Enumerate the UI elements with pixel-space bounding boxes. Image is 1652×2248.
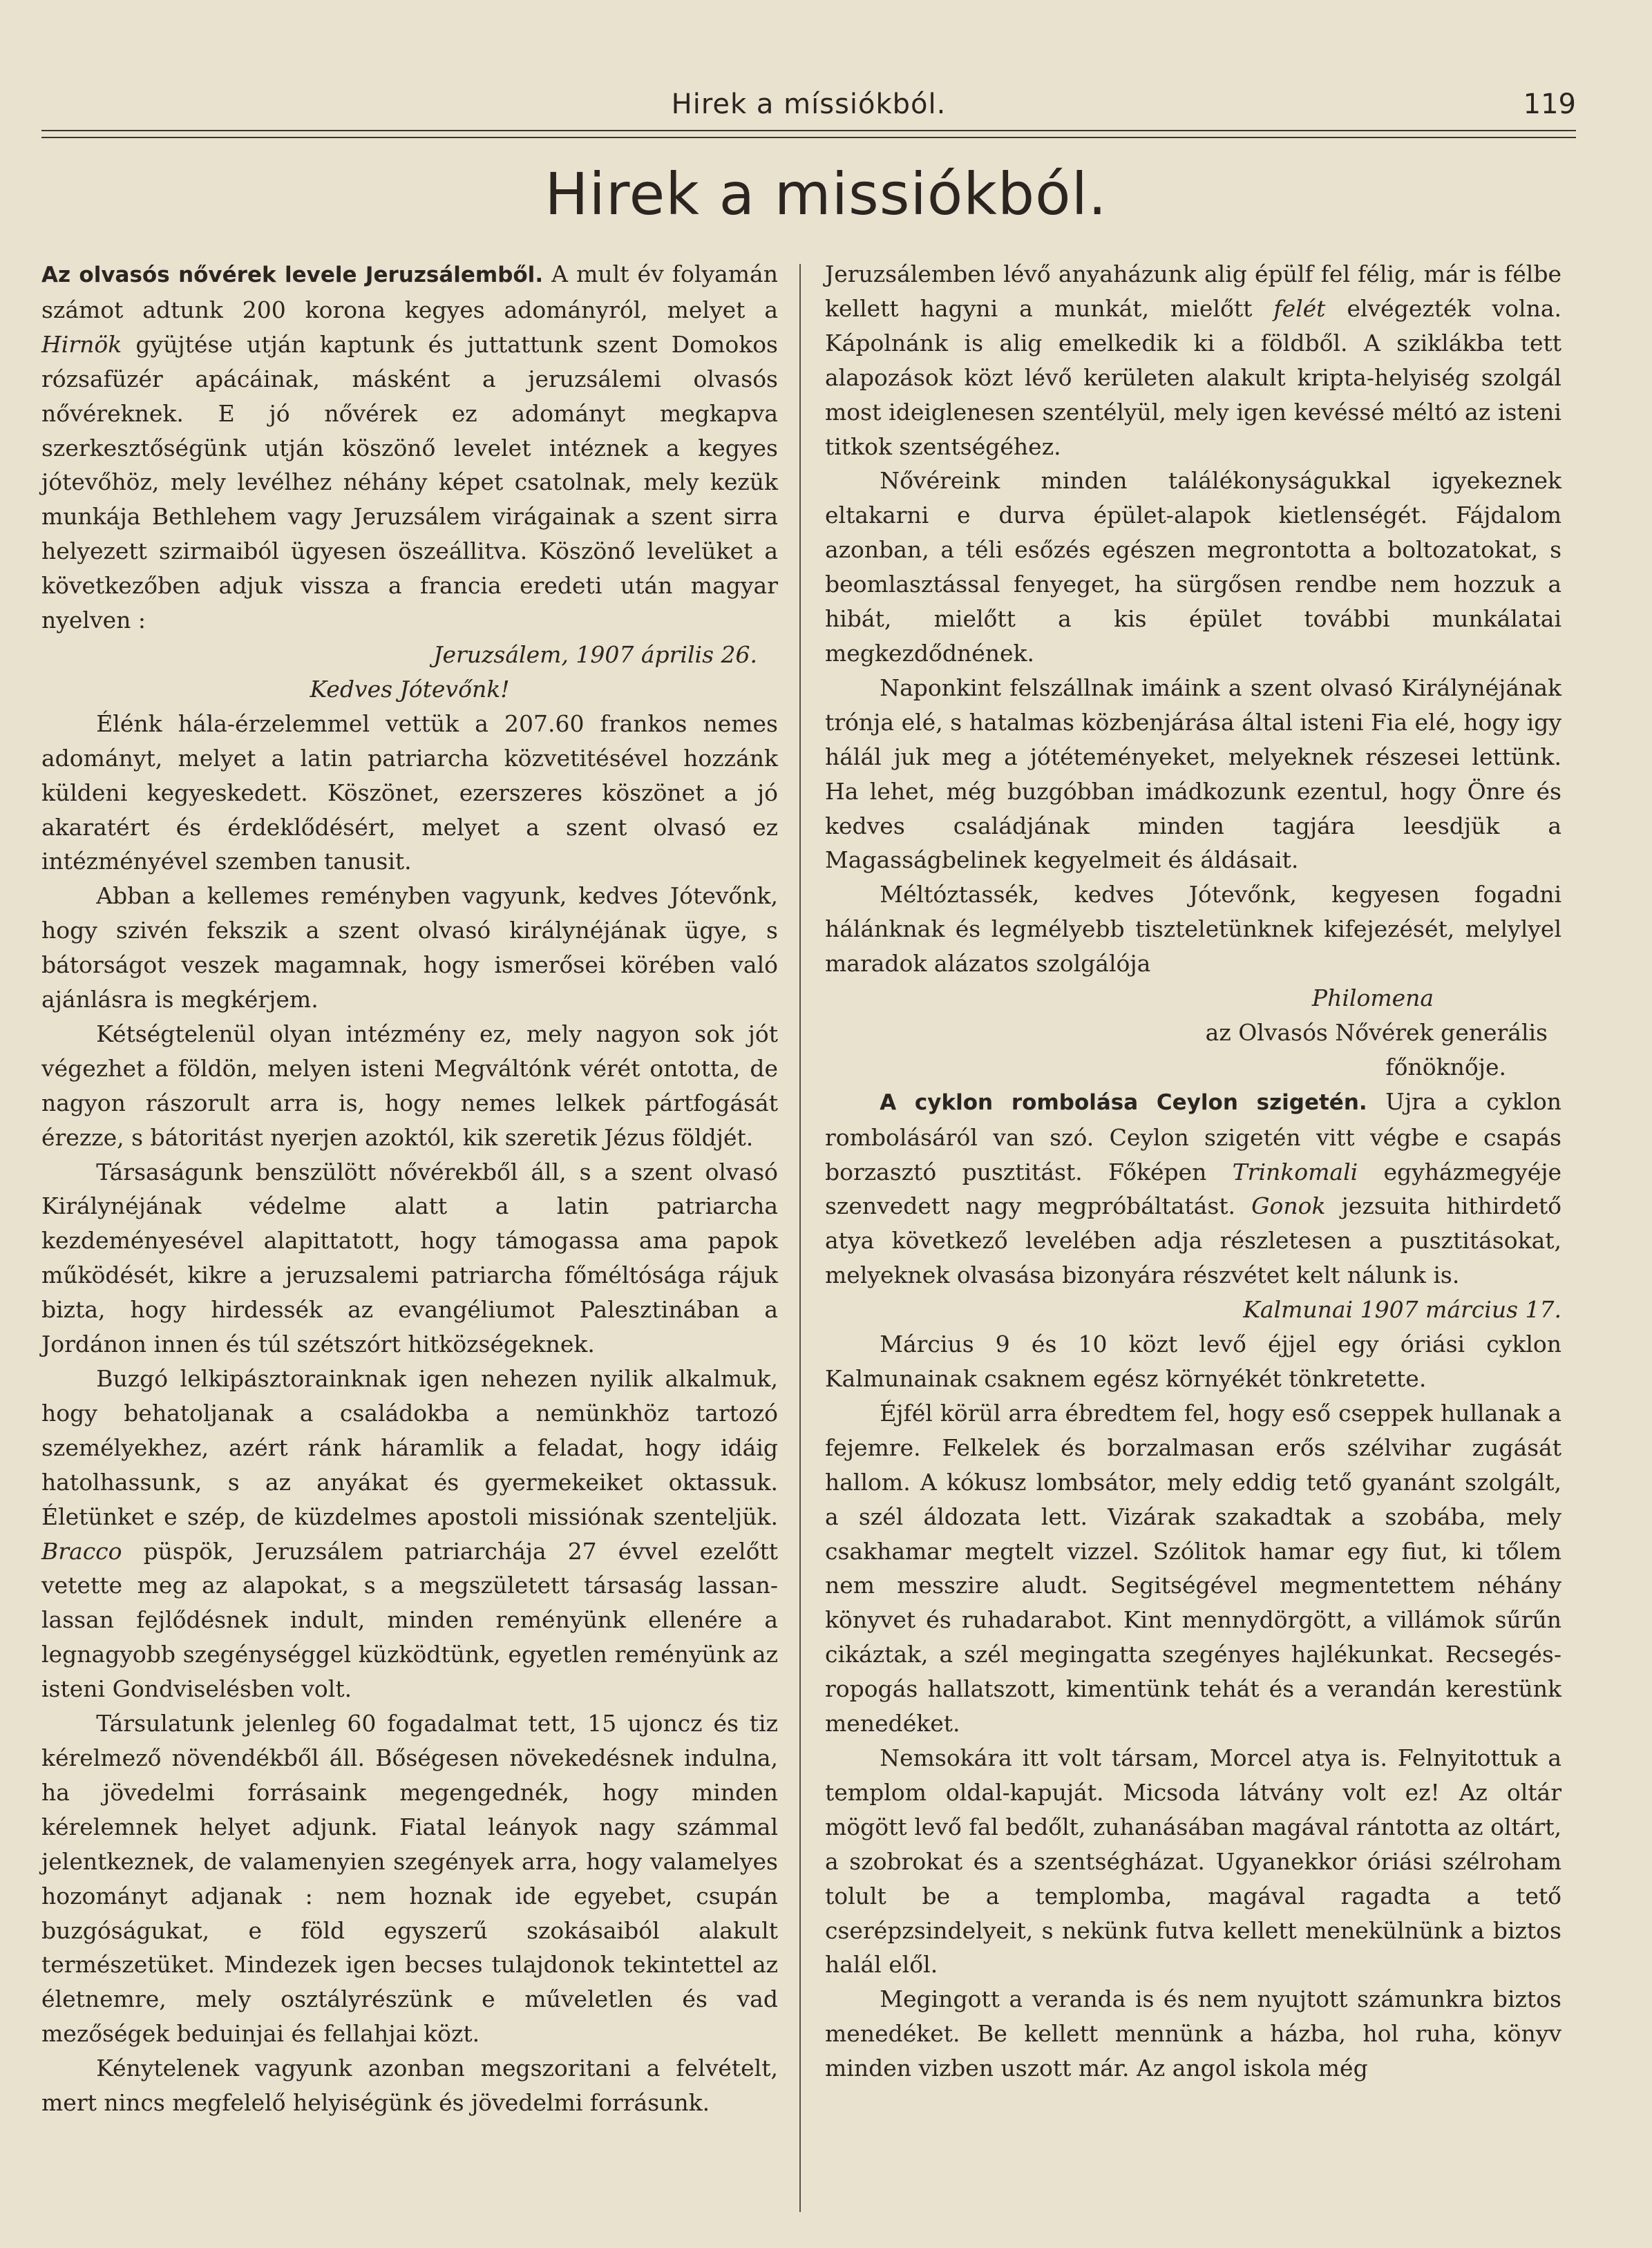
letter-dateline: Kalmunai 1907 március 17. (1243, 1296, 1561, 1324)
column-divider (799, 264, 801, 2212)
letter-paragraph: Élénk hála-érzelemmel vettük a 207.60 frankos nemes adományt, melyet a latin patriarcha közvetitésével hozzánk küldeni kegyeskedett. Köszönet, ezerszeres köszönet a jó akaratért és érdeklődésért, melyet a szent olvasó ez intézményével szemben tanusit. (41, 709, 778, 875)
left-column (41, 257, 778, 2120)
letter-paragraph: Március 9 és 10 közt levő éjjel egy óriási cyklon Kalmunainak csaknem egész környékét tönkretette. (825, 1331, 1561, 1392)
letter-salutation: Kedves Jótevőnk! (310, 675, 510, 703)
article-lead: A cyklon rombolása Ceylon szigetén. (880, 1089, 1367, 1115)
letter-dateline: Jeruzsálem, 1907 április 26. (433, 640, 757, 668)
page-number: 119 (1523, 88, 1576, 120)
letter-paragraph: Kétségtelenül olyan intézmény ez, mely nagyon sok jót végezhet a földön, melyen isteni Megváltónk vérét ontotta, de nagyon rászorult arra is, hogy nemes lelkek pártfogását érezze, s bátoritást nyerjen azoktól, kik szeretik Jézus földjét. (41, 1020, 778, 1151)
letter-paragraph: Méltóztassék, kedves Jótevőnk, kegyesen fogadni hálánknak és legmélyebb tiszteletünknek kifejezését, melylyel maradok alázatos szolgálója (825, 881, 1561, 978)
right-column (825, 257, 1561, 2086)
signature-title-cont: főnöknője. (1385, 1053, 1506, 1080)
letter-paragraph: Éjfél körül arra ébredtem fel, hogy eső cseppek hullanak a fejemre. Felkelek és borzalmasan erős szélvihar zugását hallom. A kókusz lombsátor, mely eddig tető gyanánt szolgált, a szél áldozata lett. Vizárak szakadtak a szobába, mely csakhamar megtelt vizzel. Szólitok hamar egy fiut, ki tőlem nem messzire aludt. Segitségével megmentettem néhány könyvet és ruhadarabot. Kint mennydörgött, a villámok sűrűn cikáztak, a szél megingatta szegényes hajlékunkat. Recsegés-ropogás hallatszott, kimentünk tehát és a verandán kerestünk menedéket. (825, 1399, 1561, 1737)
signature-name: Philomena (1311, 984, 1434, 1012)
letter-paragraph: Megingott a veranda is és nem nyujtott számunkra biztos menedéket. Be kellett mennünk a házba, hol ruha, könyv minden vizben uszott már. Az angol iskola még (825, 1985, 1561, 2082)
letter-paragraph: Buzgó lelkipásztorainknak igen nehezen nyilik alkalmuk, hogy behatoljanak a családokba a nemünkhöz tartozó személyekhez, azért ránk háramlik a feladat, hogy idáig hatolhassunk, s az anyákat és gyermekeiket oktassuk. Életünket e szép, de küzdelmes apostoli missiónak szenteljük. Bracco püspök, Jeruzsálem patriarchája 27 évvel ezelőtt vetette meg az alapokat, s a megszületett társaság lassan-lassan fejlődésnek indult, minden reményünk ellenére a legnagyobb szegénységgel küzködtünk, egyetlen reményünk az isteni Gondviselésben volt. (41, 1365, 778, 1703)
article-paragraph: A cyklon rombolása Ceylon szigetén. Ujra a cyklon rombolásáról van szó. Ceylon szigetén vitt végbe e csapás borzasztó pusztitást. Főképen Trinkomali egyházmegyéje szenvedett nagy megpróbáltatást. Gonok jezsuita hithirdető atya következő levelében adja részletesen a pusztitásokat, melyeknek olvasása bizonyára részvétet kelt nálunk is. (825, 1087, 1562, 1289)
letter-paragraph: Kénytelenek vagyunk azonban megszoritani a felvételt, mert nincs megfelelő helyiségünk és jövedelmi forrásunk. (41, 2055, 778, 2117)
letter-paragraph: Társulatunk jelenleg 60 fogadalmat tett, 15 ujoncz és tiz kérelmező növendékből áll. Bőségesen növekedésnek indulna, ha jövedelmi forrásaink megengednék, hogy minden kérelemnek helyet adjunk. Fiatal leányok nagy számmal jelentkeznek, de valamenyien szegények arra, hogy valamelyes hozományt adjanak : nem hoznak ide egyebet, csupán buzgóságukat, e föld egyszerű szokásaiból alakult természetüket. Mindezek igen becses tulajdonok tekintettel az életnemre, mely osztályrészünk e műveletlen és vad mezőségek beduinjai és fellahjai közt. (41, 1710, 778, 2048)
page-title: Hirek a missiókból. (544, 160, 1108, 228)
letter-paragraph: Nővéreink minden találékonyságukkal igyekeznek eltakarni e durva épület-alapok kietlenségét. Fájdalom azonban, a téli esőzés egészen megrontotta a boltozatokat, s beomlasztással fenyeget, ha sürgősen rendbe nem hozzuk a hibát, mielőtt a kis épület további munkálatai megkezdődnének. (825, 467, 1561, 667)
letter-paragraph: Abban a kellemes reményben vagyunk, kedves Jótevőnk, hogy szivén fekszik a szent olvasó királynéjának ügye, s bátorságot veszek magamnak, hogy ismerősei körében való ajánlásra is megkérjem. (41, 882, 778, 1013)
article-paragraph: Az olvasós nővérek levele Jeruzsálemből. A mult év folyamán számot adtunk 200 korona kegyes adományról, melyet a Hirnök gyüjtése utján kaptunk és juttattunk szent Domokos rózsafüzér apácáinak, másként a jeruzsálemi olvasós nővéreknek. E jó nővérek ez adományt megkapva szerkesztőségünk utján köszönő levelet intéznek a kegyes jótevőhöz, mely levélhez néhány képet csatolnak, mely kezük munkája Bethlehem vagy Jeruzsálem virágainak a szent sirra helyezett szirmaiból ügyesen öszeállitva. Köszönő levelüket a következőben adjuk vissza a francia eredeti után magyar nyelven : (41, 260, 778, 634)
running-title: Hirek a míssiókból. (671, 88, 947, 120)
letter-paragraph: Nemsokára itt volt társam, Morcel atya is. Felnyitottuk a templom oldal-kapuját. Micsoda látvány volt ez! Az oltár mögött levő fal bedőlt, zuhanásában magával rántotta az oltárt, a szobrokat és a szentségházat. Ugyanekkor óriási szélroham tolult be a templomba, magával ragadta a tető cserépzsindelyeit, s nekünk futva kellett menekülnünk a biztos halál elől. (825, 1744, 1561, 1979)
letter-paragraph: Társaságunk benszülött nővérekből áll, s a szent olvasó Királynéjának védelme alatt a latin patriarcha kezdeményesével alapittatott, hogy támogassa ama papok működését, kikre a jeruzsalemi patriarcha főméltósága rájuk bizta, hogy hirdessék az evangéliumot Palesztinában a Jordánon innen és túl szétszórt hitközségeknek. (41, 1158, 778, 1358)
signature-title: az Olvasós Nővérek generális (1205, 1018, 1548, 1046)
running-head (41, 88, 1576, 130)
letter-paragraph: Naponkint felszállnak imáink a szent olvasó Királynéjának trónja elé, s hatalmas közbenjárása által isteni Fia elé, hogy igy hálál juk meg a jótéteményeket, melyeknek részesei lettünk. Ha lehet, még buzgóbban imádkozunk ezentul, hogy Önre és kedves családjának minden tagjára leesdjük a Magasságbelinek kegyelmeit és áldásait. (825, 674, 1561, 874)
article-lead: Az olvasós nővérek levele Jeruzsálemből. (41, 263, 544, 287)
letter-paragraph: Jeruzsálemben lévő anyaházunk alig épülf fel félig, már is félbe kellett hagyni a munkát, mielőtt felét elvégezték volna. Kápolnánk is alig emelkedik ki a földből. A sziklákba tett alapozások közt lévő kerületen alakult kripta-helyiség szolgál most ideiglenesen szentélyül, mely igen kevéssé méltó az isteni titkok szentségéhez. (825, 260, 1561, 460)
header-double-rule (41, 130, 1576, 138)
